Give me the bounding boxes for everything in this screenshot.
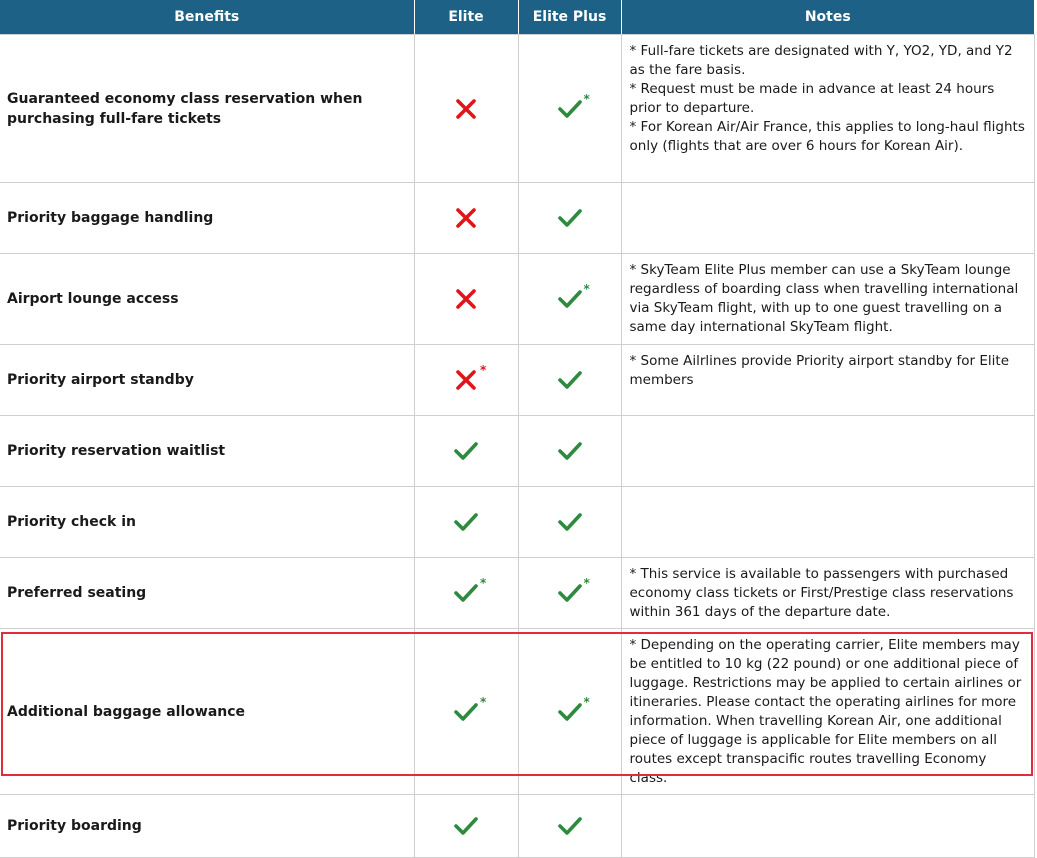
checkmark-icon (558, 369, 582, 391)
checkmark-icon (454, 440, 478, 462)
asterisk-mark: * (480, 576, 487, 590)
table-row (0, 345, 1034, 416)
table-row (0, 416, 1034, 487)
benefit-label: Airport lounge access (0, 254, 414, 345)
table-body (0, 35, 1034, 858)
notes-cell (621, 629, 1034, 795)
checkmark-icon (558, 440, 582, 462)
cross-icon (454, 288, 478, 310)
asterisk-mark: * (583, 576, 590, 590)
benefit-label: Priority check in (0, 487, 414, 558)
checkmark-icon (558, 694, 590, 723)
header-benefits: Benefits (0, 0, 414, 35)
elite-cell (414, 487, 518, 558)
checkmark-icon (454, 576, 487, 604)
elite-plus-cell (518, 629, 621, 795)
notes-cell (621, 183, 1034, 254)
notes-cell (621, 487, 1034, 558)
elite-cell (414, 558, 518, 629)
asterisk-mark: * (583, 91, 590, 106)
benefit-label: Priority airport standby (0, 345, 414, 416)
asterisk-mark: * (583, 282, 590, 296)
checkmark-icon (558, 576, 590, 604)
asterisk-mark: * (583, 694, 590, 709)
header-elite-plus: Elite Plus (518, 0, 621, 35)
note-text: * Full-fare tickets are designated with Y, YO2, YD, and Y2 as the fare basis. (629, 43, 1013, 78)
checkmark-icon (454, 511, 478, 533)
elite-cell (414, 254, 518, 345)
header-elite: Elite (414, 0, 518, 35)
checkmark-icon (558, 282, 590, 310)
elite-cell (414, 183, 518, 254)
note-text: * This service is available to passengers with purchased economy class tickets or First/Prestige class reservations within 361 days of the departure date. (629, 566, 1014, 620)
elite-cell (414, 629, 518, 795)
table-row (0, 183, 1034, 254)
elite-plus-cell (518, 416, 621, 487)
elite-plus-cell (518, 795, 621, 858)
elite-plus-cell (518, 345, 621, 416)
checkmark-icon (558, 511, 582, 533)
checkmark-icon (454, 815, 478, 837)
note-text: * Request must be made in advance at least 24 hours prior to departure. (629, 81, 995, 116)
table-row (0, 629, 1034, 795)
cross-icon (454, 363, 487, 391)
asterisk-mark: * (480, 363, 487, 377)
table-row (0, 254, 1034, 345)
checkmark-icon (454, 694, 487, 723)
table-row (0, 487, 1034, 558)
benefit-label: Additional baggage allowance (0, 629, 414, 795)
table-header (0, 0, 1034, 35)
checkmark-icon (558, 91, 590, 120)
table-row (0, 35, 1034, 183)
elite-plus-cell (518, 254, 621, 345)
notes-cell (621, 254, 1034, 345)
table-row (0, 558, 1034, 629)
benefit-label: Priority baggage handling (0, 183, 414, 254)
elite-cell (414, 795, 518, 858)
benefit-label: Preferred seating (0, 558, 414, 629)
elite-plus-cell (518, 558, 621, 629)
elite-cell (414, 416, 518, 487)
note-text: * SkyTeam Elite Plus member can use a SkyTeam lounge regardless of boarding class when travelling international via SkyTeam flight, with up to one guest travelling on a same day international SkyTeam flight. (629, 262, 1019, 335)
elite-plus-cell (518, 35, 621, 183)
table-row (0, 795, 1034, 858)
header-notes: Notes (621, 0, 1034, 35)
elite-plus-cell (518, 183, 621, 254)
note-text: * Some Ailrlines provide Priority airport standby for Elite members (629, 353, 1010, 388)
checkmark-icon (558, 207, 582, 229)
elite-plus-cell (518, 487, 621, 558)
notes-cell (621, 558, 1034, 629)
notes-cell (621, 35, 1034, 183)
elite-cell (414, 35, 518, 183)
cross-icon (454, 207, 478, 229)
note-text: * Depending on the operating carrier, Elite members may be entitled to 10 kg (22 pound) or one additional piece of luggage. Restrictions may be applied to certain airlines or itineraries. Please contact the operating airlines for more information. When travelling Korean Air, one additional piece of luggage is applicable for Elite members on all routes except transpacific routes travelling Economy class. (629, 637, 1022, 786)
benefit-label: Guaranteed economy class reservation when purchasing full-fare tickets (0, 35, 414, 183)
notes-cell (621, 345, 1034, 416)
cross-icon (454, 98, 478, 120)
notes-cell (621, 416, 1034, 487)
checkmark-icon (558, 815, 582, 837)
elite-cell (414, 345, 518, 416)
asterisk-mark: * (480, 694, 487, 709)
benefit-label: Priority boarding (0, 795, 414, 858)
benefit-label: Priority reservation waitlist (0, 416, 414, 487)
notes-cell (621, 795, 1034, 858)
note-text: * For Korean Air/Air France, this applies to long-haul flights only (flights that are over 6 hours for Korean Air). (629, 119, 1025, 154)
